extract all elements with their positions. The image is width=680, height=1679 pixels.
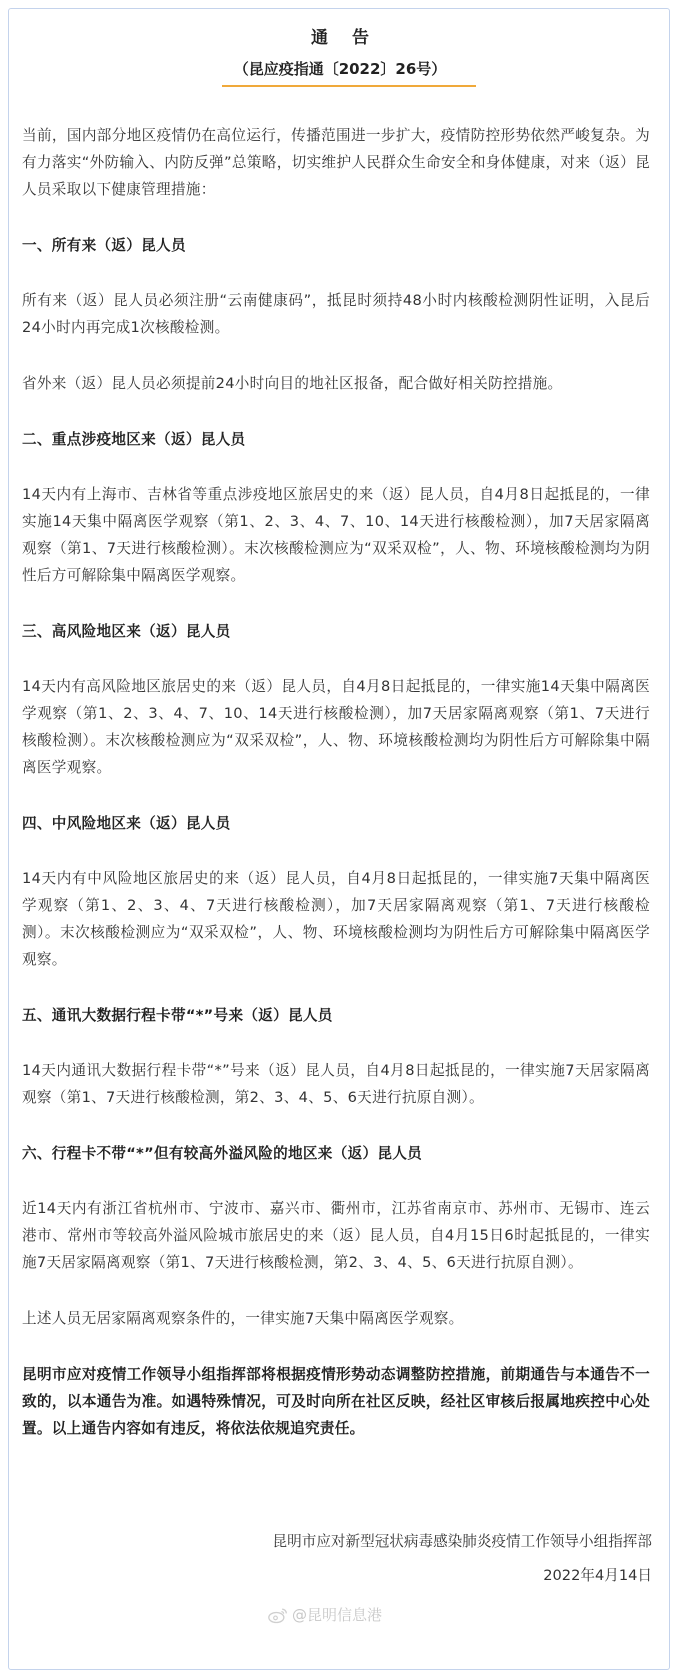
section-5-paragraph-1: 14天内通讯大数据行程卡带“*”号来（返）昆人员，自4月8日起抵昆的，一律实施7天居家隔离观察（第1、7天进行核酸检测，第2、3、4、5、6天进行抗原自测）。 bbox=[22, 1062, 650, 1106]
watermark bbox=[268, 1604, 382, 1625]
intro-paragraph: 当前，国内部分地区疫情仍在高位运行，传播范围进一步扩大，疫情防控形势依然严峻复杂。为有力落实“外防输入、内防反弹”总策略，切实维护人民群众生命安全和身体健康，对来（返）昆人员采取以下健康管理措施： bbox=[22, 127, 650, 198]
section-3-paragraph-1: 14天内有高风险地区旅居史的来（返）昆人员，自4月8日起抵昆的，一律实施14天集中隔离医学观察（第1、2、3、4、7、10、14天进行核酸检测），加7天居家隔离观察（第1、7天进行核酸检测）。末次核酸检测应为“双采双检”，人、物、环境核酸检测均为阴性后方可解除集中隔离医学观察。 bbox=[22, 678, 650, 776]
section-heading-1: 一、所有来（返）昆人员 bbox=[22, 237, 186, 254]
section-6-paragraph-2: 上述人员无居家隔离观察条件的，一律实施7天集中隔离医学观察。 bbox=[22, 1310, 464, 1327]
section-heading-2: 二、重点涉疫地区来（返）昆人员 bbox=[22, 431, 246, 448]
title-underline bbox=[222, 85, 476, 87]
weibo-icon bbox=[268, 1606, 288, 1624]
section-4-paragraph-1: 14天内有中风险地区旅居史的来（返）昆人员，自4月8日起抵昆的，一律实施7天集中隔离医学观察（第1、2、3、4、7天进行核酸检测），加7天居家隔离观察（第1、7天进行核酸检测）。末次核酸检测应为“双采双检”，人、物、环境核酸检测均为阴性后方可解除集中隔离医学观察。 bbox=[22, 870, 650, 968]
notice-title: 通 告 bbox=[311, 28, 378, 48]
closing-paragraph: 昆明市应对疫情工作领导小组指挥部将根据疫情形势动态调整防控措施，前期通告与本通告不一致的，以本通告为准。如遇特殊情况，可及时向所在社区反映，经社区审核后报属地疾控中心处置。以上通告内容如有违反，将依法依规追究责任。 bbox=[22, 1366, 650, 1437]
watermark-text: @昆明信息港 bbox=[292, 1606, 383, 1624]
section-1-paragraph-2: 省外来（返）昆人员必须提前24小时向目的地社区报备，配合做好相关防控措施。 bbox=[22, 375, 563, 392]
issuing-organization: 昆明市应对新型冠状病毒感染肺炎疫情工作领导小组指挥部 bbox=[272, 1533, 652, 1550]
issue-date: 2022年4月14日 bbox=[543, 1567, 652, 1584]
section-6-paragraph-1: 近14天内有浙江省杭州市、宁波市、嘉兴市、衢州市，江苏省南京市、苏州市、无锡市、连云港市、常州市等较高外溢风险城市旅居史的来（返）昆人员，自4月15日6时起抵昆的，一律实施7天居家隔离观察（第1、7天进行核酸检测，第2、3、4、5、6天进行抗原自测）。 bbox=[22, 1200, 650, 1271]
section-heading-4: 四、中风险地区来（返）昆人员 bbox=[22, 815, 231, 832]
section-heading-6: 六、行程卡不带“*”但有较高外溢风险的地区来（返）昆人员 bbox=[22, 1145, 423, 1162]
section-1-paragraph-1: 所有来（返）昆人员必须注册“云南健康码”，抵昆时须持48小时内核酸检测阴性证明，入昆后24小时内再完成1次核酸检测。 bbox=[22, 292, 650, 336]
notice-body bbox=[22, 122, 650, 1470]
notice-number: （昆应疫指通〔2022〕26号） bbox=[233, 60, 447, 78]
notice-header bbox=[0, 26, 680, 80]
section-heading-5: 五、通讯大数据行程卡带“*”号来（返）昆人员 bbox=[22, 1007, 333, 1024]
signature-block bbox=[273, 1528, 652, 1589]
section-2-paragraph-1: 14天内有上海市、吉林省等重点涉疫地区旅居史的来（返）昆人员，自4月8日起抵昆的，一律实施14天集中隔离医学观察（第1、2、3、4、7、10、14天进行核酸检测），加7天居家隔离观察（第1、7天进行核酸检测）。末次核酸检测应为“双采双检”，人、物、环境核酸检测均为阴性后方可解除集中隔离医学观察。 bbox=[22, 486, 650, 584]
section-heading-3: 三、高风险地区来（返）昆人员 bbox=[22, 623, 231, 640]
